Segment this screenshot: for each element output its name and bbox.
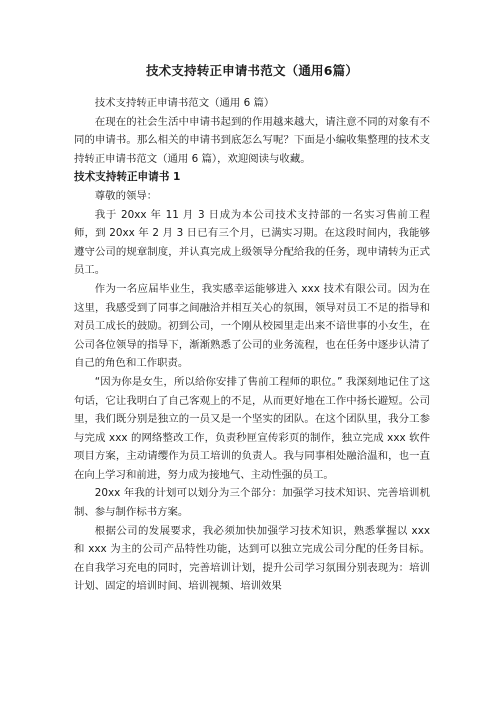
body-paragraph-3: “因为你是女生，所以给你安排了售前工程师的职位。” 我深刻地记住了这句话，它让我明白了自己客观上的不足，从而更好地在工作中扬长避短。公司里，我们既分别是独立的一员又是一个坚实的团队。在这个团队里，我分工参与完成 xxx 的网络整改工作，负责秒匣宣传彩页的制作，独立完成 xxx 软件项目方案，主动请缨作为员工培训的负责人。我与同事相处融洽温和，也一直在向上学习和前进，努力成为接地气、主动性强的员工。 xyxy=(74,375,430,481)
body-paragraph-1: 我于 20xx 年 11 月 3 日成为本公司技术支持部的一名实习售前工程师，到 20xx 年 2 月 3 日已有三个月，已满实习期。在这段时间内，我能够遵守公司的规章制度，并认真完成上级领导分配给我的任务，现申请转为正式员工。 xyxy=(74,208,430,277)
body-paragraph-4: 20xx 年我的计划可以划分为三个部分：加强学习技术知识、完善培训机制、参与制作标书方案。 xyxy=(74,487,430,519)
body-paragraph-2: 作为一名应届毕业生，我实感幸运能够进入 xxx 技术有限公司。因为在这里，我感受到了同事之间融洽并相互关心的氛围，领导对员工不足的指导和对员工成长的鼓励。初到公司，一个刚从校园里走出来不谙世事的小女生，在公司各位领导的指导下，渐渐熟悉了公司的业务流程，也在任务中逐步认清了自己的角色和工作职责。 xyxy=(74,282,430,370)
body-paragraph-5: 根据公司的发展要求，我必须加快加强学习技术知识，熟悉掌握以 xxx 和 xxx 为主的公司产品特性功能，达到可以独立完成公司分配的任务目标。在自我学习充电的同时，完善培训计划，提升公司学习氛围分别表现为：培训计划、固定的培训时间、培训视频、培训效果 xyxy=(74,524,430,593)
salutation: 尊敬的领导： xyxy=(94,189,158,202)
document-title: 技术支持转正申请书范文（通用6篇） xyxy=(145,63,359,78)
subtitle-line: 技术支持转正申请书范文（通用 6 篇） xyxy=(94,97,275,109)
section-heading: 技术支持转正申请书 1 xyxy=(74,171,181,184)
document-page xyxy=(74,62,430,596)
intro-paragraph: 在现在的社会生活中申请书起到的作用越来越大，请注意不同的对象有不同的申请书。那么相关的申请书到底怎么写呢？下面是小编收集整理的技术支持转正申请书范文（通用 6 篇），欢迎阅读与收藏。 xyxy=(74,115,430,165)
